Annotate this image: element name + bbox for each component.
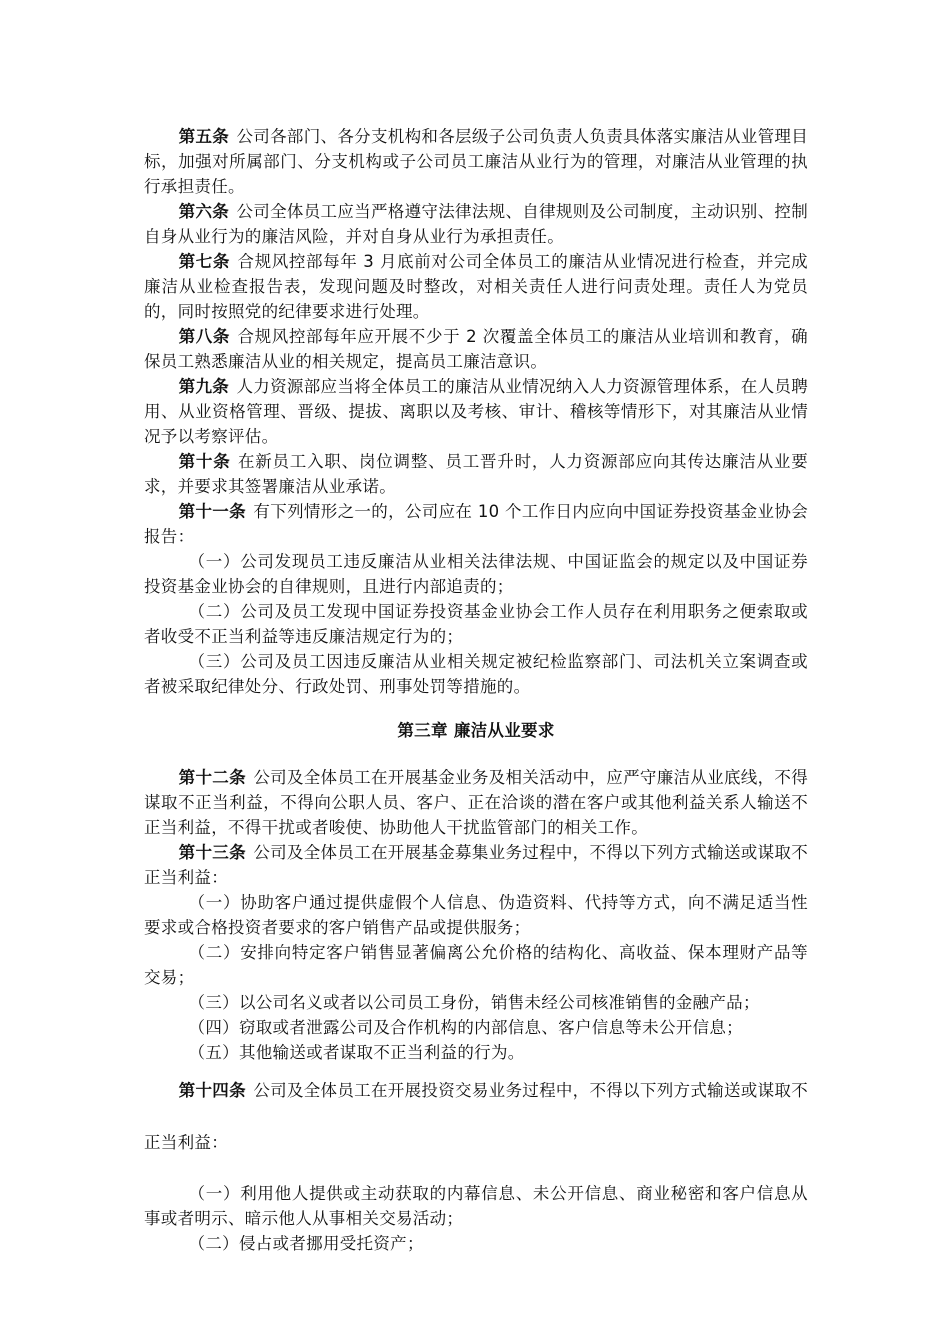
list-item: （三）以公司名义或者以公司员工身份，销售未经公司核准销售的金融产品； [188,993,760,1012]
list-item: （一）协助客户通过提供虚假个人信息、伪造资料、代持等方式，向不满足适当性要求或合格投资者要求的客户销售产品或提供服务； [144,893,808,937]
list-item: （一）利用他人提供或主动获取的内幕信息、未公开信息、商业秘密和客户信息从事或者明示、暗示他人从事相关交易活动； [144,1184,808,1228]
document-body [144,124,808,1256]
list-item: （二）公司及员工发现中国证券投资基金业协会工作人员存在利用职务之便索取或者收受不正当利益等违反廉洁规定行为的； [144,602,808,646]
list-item: （二）安排向特定客户销售显著偏离公允价格的结构化、高收益、保本理财产品等交易； [144,943,808,987]
article-8 [144,324,808,374]
article-7 [144,249,808,324]
article-text: 公司及全体员工在开展基金募集业务过程中，不得以下列方式输送或谋取不正当利益： [144,843,809,887]
article-number: 第十四条 [178,1081,246,1100]
article-text: 有下列情形之一的，公司应在 10 个工作日内应向中国证券投资基金业协会报告： [144,502,808,546]
list-item: （一）公司发现员工违反廉洁从业相关法律法规、中国证监会的规定以及中国证券投资基金业协会的自律规则，且进行内部追责的； [144,552,808,596]
article-number: 第六条 [178,202,230,221]
article-text: 合规风控部每年 3 月底前对公司全体员工的廉洁从业情况进行检查，并完成廉洁从业检查报告表，发现问题及时整改，对相关责任人进行问责处理。责任人为党员的，同时按照党的纪律要求进行处理。 [144,252,808,321]
article-number: 第十二条 [178,768,246,787]
article-text: 公司及全体员工在开展基金业务及相关活动中，应严守廉洁从业底线，不得谋取不正当利益，不得向公职人员、客户、正在洽谈的潜在客户或其他利益关系人输送不正当利益，不得干扰或者唆使、协助他人干扰监管部门的相关工作。 [144,768,809,837]
article-14 [144,1065,808,1169]
article-text: 合规风控部每年应开展不少于 2 次覆盖全体员工的廉洁从业培训和教育，确保员工熟悉廉洁从业的相关规定，提高员工廉洁意识。 [144,327,808,371]
article-number: 第十一条 [178,502,246,521]
article-number: 第五条 [178,127,230,146]
article-text: 在新员工入职、岗位调整、员工晋升时，人力资源部应向其传达廉洁从业要求，并要求其签署廉洁从业承诺。 [144,452,808,496]
list-item: （二）侵占或者挪用受托资产； [188,1234,424,1253]
article-6 [144,199,808,249]
article-11 [144,499,808,549]
article-number: 第九条 [178,377,230,396]
article-text: 人力资源部应当将全体员工的廉洁从业情况纳入人力资源管理体系，在人员聘用、从业资格管理、晋级、提拔、离职以及考核、审计、稽核等情形下，对其廉洁从业情况予以考察评估。 [144,377,809,446]
article-text: 公司各部门、各分支机构和各层级子公司负责人负责具体落实廉洁从业管理目标，加强对所属部门、分支机构或子公司员工廉洁从业行为的管理，对廉洁从业管理的执行承担责任。 [144,127,809,196]
article-5 [144,124,808,199]
article-number: 第八条 [178,327,231,346]
article-12 [144,765,808,840]
article-text: 公司全体员工应当严格遵守法律法规、自律规则及公司制度，主动识别、控制自身从业行为的廉洁风险，并对自身从业行为承担责任。 [144,202,809,246]
article-number: 第十三条 [178,843,246,862]
list-item: （五）其他输送或者谋取不正当利益的行为。 [188,1043,525,1062]
article-13 [144,840,808,890]
article-10 [144,449,808,499]
article-text: 公司及全体员工在开展投资交易业务过程中，不得以下列方式输送或谋取不正当利益： [144,1081,809,1152]
list-item: （四）窃取或者泄露公司及合作机构的内部信息、客户信息等未公开信息； [188,1018,743,1037]
article-9 [144,374,808,449]
article-number: 第十条 [178,452,231,471]
chapter-heading: 第三章 廉洁从业要求 [397,721,555,740]
article-number: 第七条 [178,252,231,271]
list-item: （三）公司及员工因违反廉洁从业相关规定被纪检监察部门、司法机关立案调查或者被采取纪律处分、行政处罚、刑事处罚等措施的。 [144,652,808,696]
